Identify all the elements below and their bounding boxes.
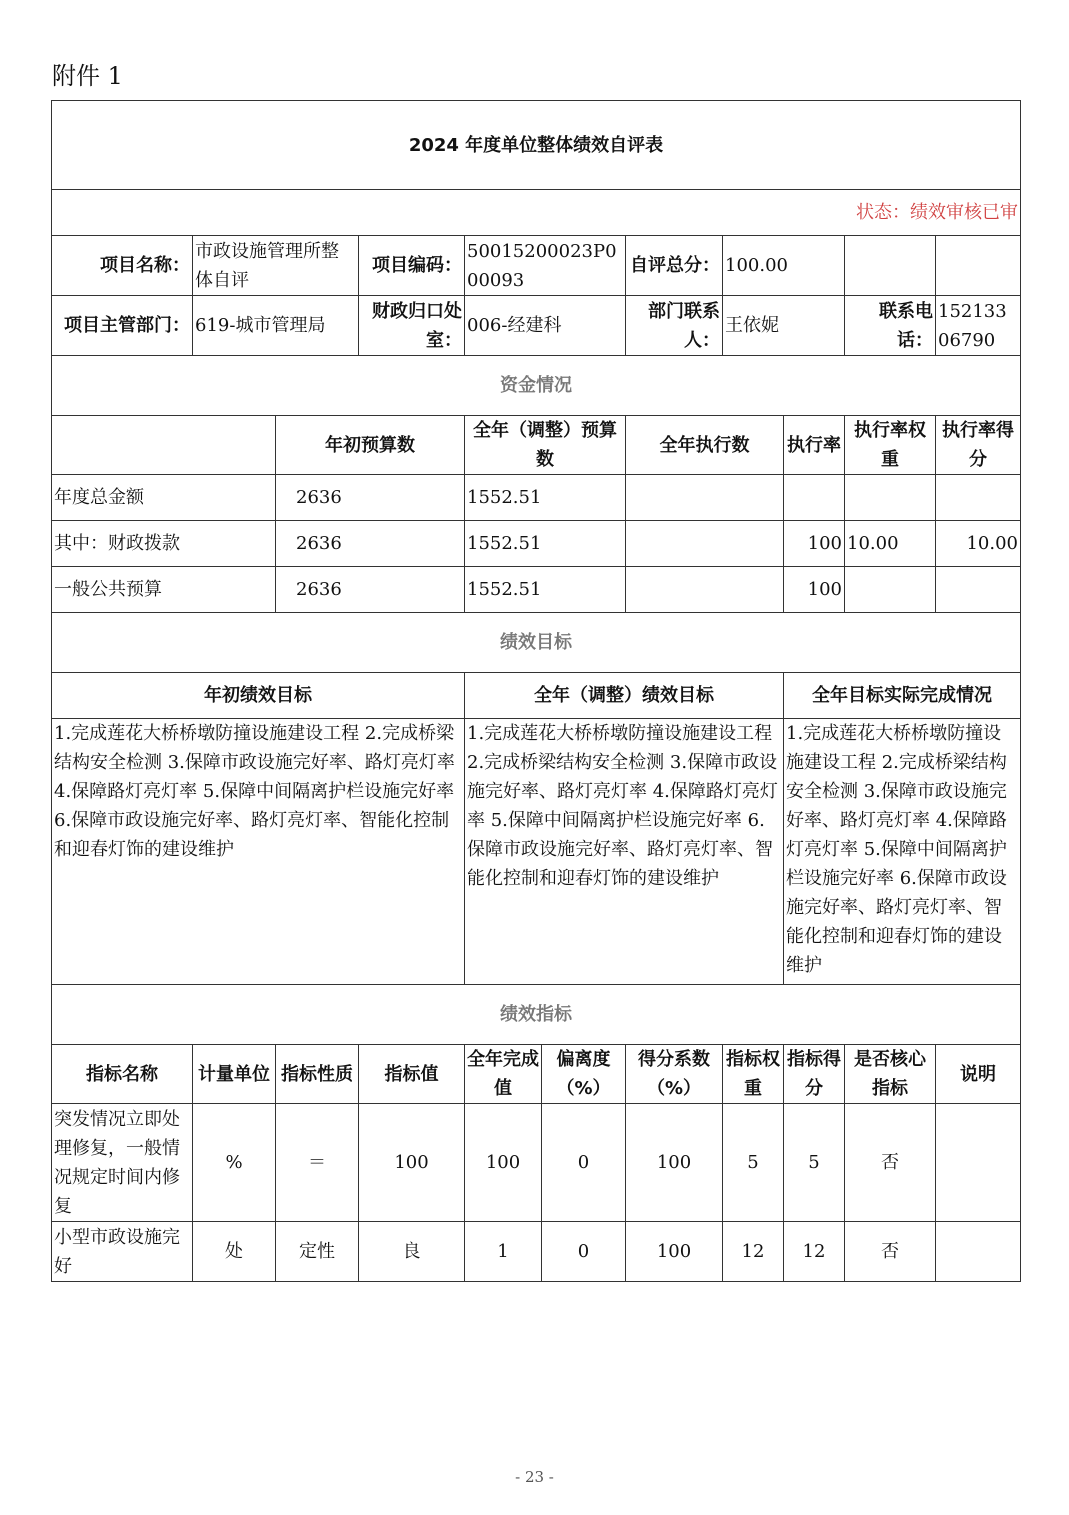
dept-label: 项目主管部门： bbox=[52, 296, 193, 356]
indicators-table bbox=[51, 1044, 1021, 1282]
ind-row-name: 突发情况立即处理修复，一般情况规定时间内修复 bbox=[52, 1104, 193, 1222]
page-number: - 23 - bbox=[515, 1468, 554, 1486]
ind-row-value: 100 bbox=[359, 1104, 465, 1222]
ind-row-weight: 12 bbox=[723, 1222, 784, 1282]
goals-section-title: 绩效目标 bbox=[52, 613, 1021, 673]
ind-row-coef: 100 bbox=[626, 1222, 723, 1282]
funds-row-initial: 2636 bbox=[276, 475, 465, 521]
funds-row-weight: 10.00 bbox=[845, 521, 936, 567]
finance-label: 财政归口处室： bbox=[359, 296, 465, 356]
funds-row-score: 10.00 bbox=[936, 521, 1021, 567]
phone-value: 15213306790 bbox=[936, 296, 1021, 356]
ind-row-note bbox=[936, 1222, 1021, 1282]
ind-header-core: 是否核心指标 bbox=[845, 1045, 936, 1104]
ind-row-nature: 定性 bbox=[276, 1222, 359, 1282]
self-score-value: 100.00 bbox=[723, 236, 845, 296]
funds-header-score: 执行率得分 bbox=[936, 416, 1021, 475]
funds-row-initial: 2636 bbox=[276, 521, 465, 567]
funds-row-label: 一般公共预算 bbox=[52, 567, 276, 613]
project-code-label: 项目编码： bbox=[359, 236, 465, 296]
empty-cell bbox=[845, 236, 936, 296]
funds-header-blank bbox=[52, 416, 276, 475]
ind-row-weight: 5 bbox=[723, 1104, 784, 1222]
goals-actual-text: 1.完成莲花大桥桥墩防撞设施建设工程 2.完成桥梁结构安全检测 3.保障市政设施完好率、路灯亮灯率 4.保障路灯亮灯率 5.保障中间隔离护栏设施完好率 6.保障市政设施完好率、路灯亮灯率、智能化控制和迎春灯饰的建设维护 bbox=[784, 719, 1021, 985]
empty-cell bbox=[936, 236, 1021, 296]
funds-section-title: 资金情况 bbox=[52, 356, 1021, 416]
ind-row-core: 否 bbox=[845, 1104, 936, 1222]
project-name-label: 项目名称： bbox=[52, 236, 193, 296]
funds-row-score bbox=[936, 567, 1021, 613]
ind-row-unit: % bbox=[193, 1104, 276, 1222]
funds-header-executed: 全年执行数 bbox=[626, 416, 784, 475]
self-score-label: 自评总分： bbox=[626, 236, 723, 296]
goals-header-initial: 年初绩效目标 bbox=[52, 673, 465, 719]
funds-row-executed bbox=[626, 521, 784, 567]
table-row bbox=[52, 475, 1021, 521]
ind-header-value: 指标值 bbox=[359, 1045, 465, 1104]
ind-row-unit: 处 bbox=[193, 1222, 276, 1282]
ind-row-coef: 100 bbox=[626, 1104, 723, 1222]
funds-row-executed bbox=[626, 475, 784, 521]
ind-header-nature: 指标性质 bbox=[276, 1045, 359, 1104]
ind-row-nature: ＝ bbox=[276, 1104, 359, 1222]
funds-row-adjusted: 1552.51 bbox=[465, 521, 626, 567]
funds-row-executed bbox=[626, 567, 784, 613]
funds-header-rate: 执行率 bbox=[784, 416, 845, 475]
attachment-label: 附件 1 bbox=[52, 62, 123, 90]
funds-row-label: 年度总金额 bbox=[52, 475, 276, 521]
funds-row-rate bbox=[784, 475, 845, 521]
funds-row-weight bbox=[845, 567, 936, 613]
phone-label: 联系电话： bbox=[845, 296, 936, 356]
performance-form bbox=[51, 100, 1021, 1045]
funds-header-adjusted: 全年（调整）预算数 bbox=[465, 416, 626, 475]
ind-row-actual: 100 bbox=[465, 1104, 542, 1222]
funds-row-adjusted: 1552.51 bbox=[465, 567, 626, 613]
funds-header-initial: 年初预算数 bbox=[276, 416, 465, 475]
funds-header-weight: 执行率权重 bbox=[845, 416, 936, 475]
funds-row-label: 其中：财政拨款 bbox=[52, 521, 276, 567]
ind-header-weight: 指标权重 bbox=[723, 1045, 784, 1104]
finance-value: 006-经建科 bbox=[465, 296, 626, 356]
ind-row-deviation: 0 bbox=[542, 1222, 626, 1282]
funds-row-adjusted: 1552.51 bbox=[465, 475, 626, 521]
project-name-value: 市政设施管理所整体自评 bbox=[193, 236, 359, 296]
form-title: 2024 年度单位整体绩效自评表 bbox=[52, 101, 1021, 190]
table-row bbox=[52, 521, 1021, 567]
ind-row-note bbox=[936, 1104, 1021, 1222]
goals-header-actual: 全年目标实际完成情况 bbox=[784, 673, 1021, 719]
ind-header-note: 说明 bbox=[936, 1045, 1021, 1104]
table-row bbox=[52, 1222, 1021, 1282]
ind-row-actual: 1 bbox=[465, 1222, 542, 1282]
ind-header-name: 指标名称 bbox=[52, 1045, 193, 1104]
ind-row-score: 5 bbox=[784, 1104, 845, 1222]
ind-row-deviation: 0 bbox=[542, 1104, 626, 1222]
contact-label: 部门联系人： bbox=[626, 296, 723, 356]
dept-value: 619-城市管理局 bbox=[193, 296, 359, 356]
table-row bbox=[52, 1104, 1021, 1222]
ind-header-score: 指标得分 bbox=[784, 1045, 845, 1104]
goals-header-adjusted: 全年（调整）绩效目标 bbox=[465, 673, 784, 719]
ind-header-coef: 得分系数（%） bbox=[626, 1045, 723, 1104]
contact-value: 王依妮 bbox=[723, 296, 845, 356]
ind-row-name: 小型市政设施完好 bbox=[52, 1222, 193, 1282]
ind-row-score: 12 bbox=[784, 1222, 845, 1282]
funds-row-weight bbox=[845, 475, 936, 521]
funds-row-score bbox=[936, 475, 1021, 521]
funds-row-rate: 100 bbox=[784, 521, 845, 567]
funds-row-rate: 100 bbox=[784, 567, 845, 613]
goals-adjusted-text: 1.完成莲花大桥桥墩防撞设施建设工程 2.完成桥梁结构安全检测 3.保障市政设施完好率、路灯亮灯率 4.保障路灯亮灯率 5.保障中间隔离护栏设施完好率 6.保障市政设施完好率、路灯亮灯率、智能化控制和迎春灯饰的建设维护 bbox=[465, 719, 784, 985]
ind-header-unit: 计量单位 bbox=[193, 1045, 276, 1104]
ind-row-value: 良 bbox=[359, 1222, 465, 1282]
ind-row-core: 否 bbox=[845, 1222, 936, 1282]
indicators-section-title: 绩效指标 bbox=[52, 985, 1021, 1045]
funds-row-initial: 2636 bbox=[276, 567, 465, 613]
goals-initial-text: 1.完成莲花大桥桥墩防撞设施建设工程 2.完成桥梁结构安全检测 3.保障市政设施完好率、路灯亮灯率 4.保障路灯亮灯率 5.保障中间隔离护栏设施完好率 6.保障市政设施完好率、路灯亮灯率、智能化控制和迎春灯饰的建设维护 bbox=[52, 719, 465, 985]
project-code-value: 50015200023P000093 bbox=[465, 236, 626, 296]
ind-header-actual: 全年完成值 bbox=[465, 1045, 542, 1104]
status-badge: 状态：绩效审核已审 bbox=[52, 190, 1021, 236]
table-row bbox=[52, 567, 1021, 613]
ind-header-deviation: 偏离度（%） bbox=[542, 1045, 626, 1104]
